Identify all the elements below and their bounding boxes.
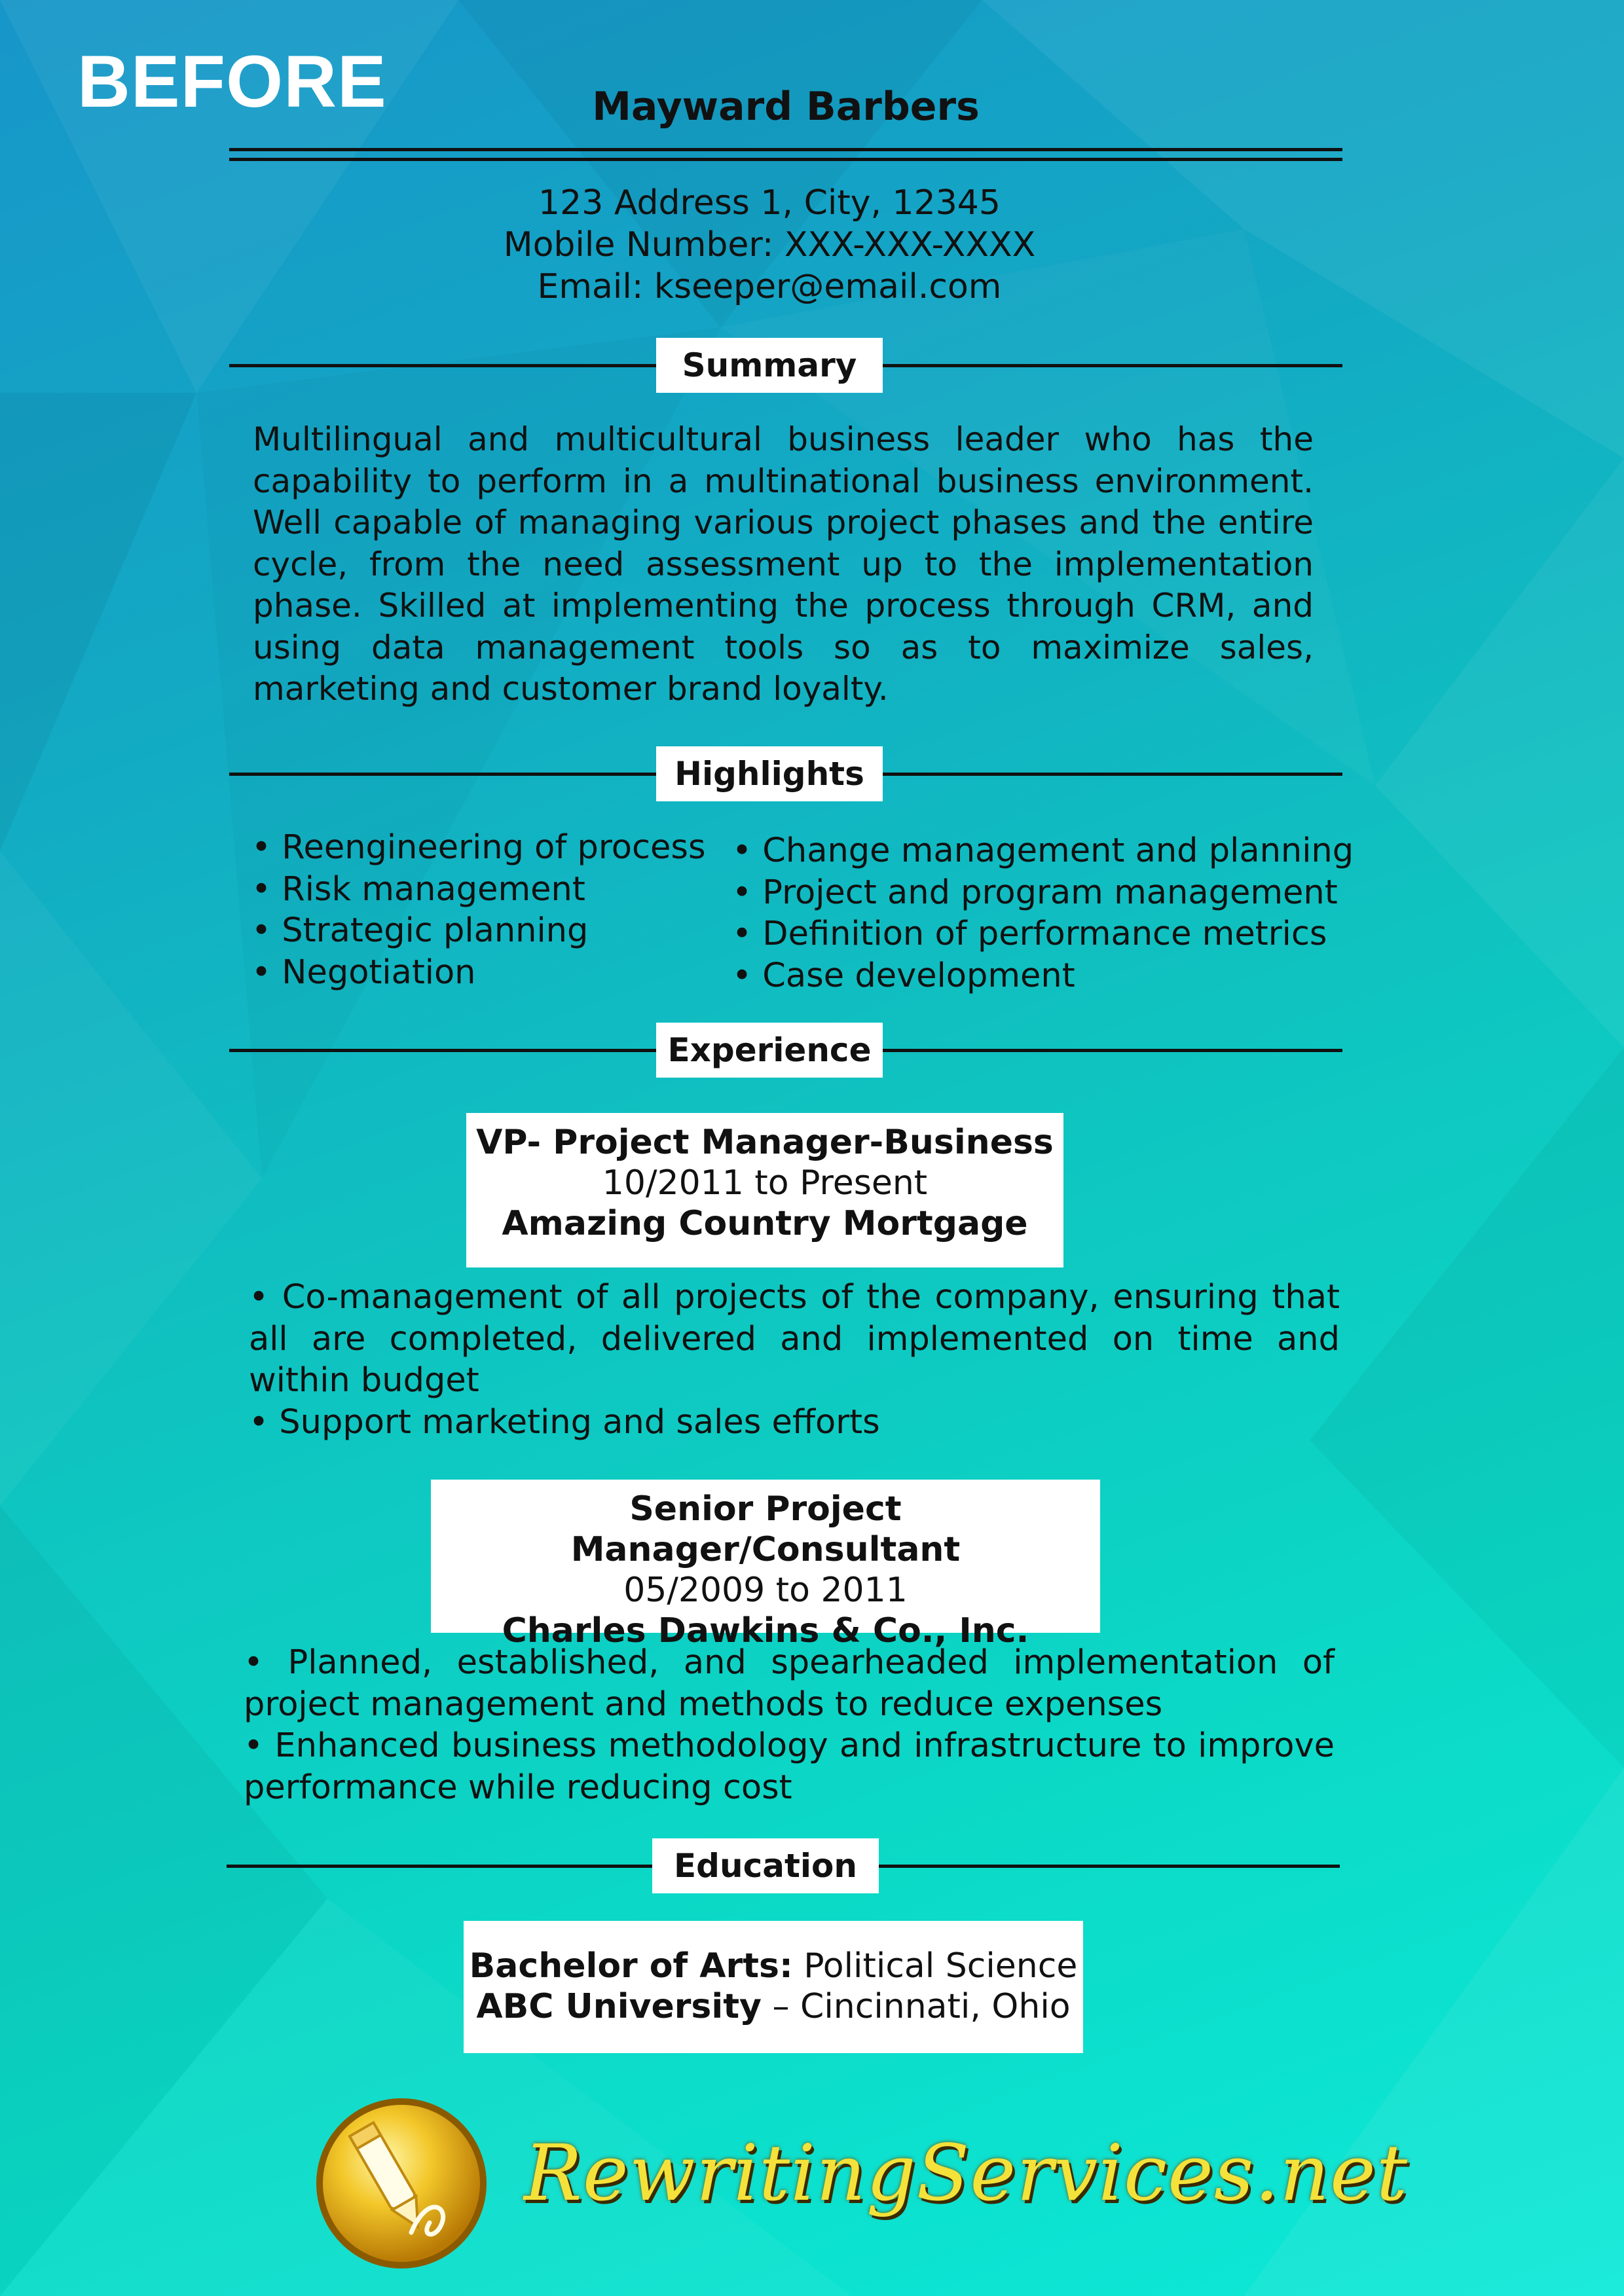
highlight-item: • Definition of performance metrics: [732, 915, 1327, 953]
job-dates: 10/2011 to Present: [602, 1163, 928, 1203]
job-bullet: • Planned, established, and spearheaded implementation of project management and methods to reduce expenses: [244, 1643, 1335, 1724]
degree-value: Political Science: [792, 1946, 1078, 1986]
school-label: ABC University: [476, 1987, 762, 2026]
education-degree: [464, 1946, 1083, 1986]
highlight-item: • Change management and planning: [732, 831, 1354, 870]
contact-address: 123 Address 1, City, 12345: [538, 183, 1001, 223]
highlights-right-list: [732, 830, 1354, 996]
job-bullet: • Support marketing and sales efforts: [249, 1402, 880, 1442]
highlight-item: • Strategic planning: [251, 911, 589, 950]
job-company: Charles Dawkins & Co., Inc.: [502, 1611, 1029, 1650]
job-header-2: [431, 1480, 1100, 1650]
job-bullet: • Co-management of all projects of the company, ensuring that all are completed, delivered and implemented on time and within budget: [249, 1278, 1340, 1400]
section-heading-education: Education: [652, 1838, 879, 1893]
logo-wordmark: RewritingServices.net: [524, 2128, 1409, 2218]
header-rule-top: [229, 148, 1342, 151]
highlight-item: • Project and program management: [732, 873, 1338, 912]
job-1-bullets: [249, 1277, 1340, 1443]
section-heading-highlights: Highlights: [656, 746, 883, 801]
header-rule-bottom: [229, 158, 1342, 161]
job-dates: 05/2009 to 2011: [623, 1571, 908, 1610]
contact-email: Email: kseeper@email.com: [537, 267, 1002, 306]
job-title: Senior Project Manager/Consultant: [570, 1489, 961, 1569]
education-school: [464, 1986, 1083, 2027]
school-value: – Cincinnati, Ohio: [761, 1987, 1071, 2026]
highlight-item: • Case development: [732, 956, 1075, 995]
section-heading-summary: Summary: [656, 338, 883, 393]
highlight-item: • Risk management: [251, 869, 585, 909]
contact-mobile: Mobile Number: XXX-XXX-XXXX: [503, 225, 1036, 264]
section-heading-experience: Experience: [656, 1023, 883, 1078]
contact-block: [0, 182, 1539, 308]
job-header-1: [466, 1113, 1063, 1267]
education-box: [464, 1921, 1083, 2053]
job-title: VP- Project Manager-Business: [476, 1123, 1054, 1162]
highlight-item: • Negotiation: [251, 953, 476, 992]
job-2-bullets: [244, 1642, 1335, 1808]
pencil-logo-icon: [313, 2095, 490, 2272]
before-banner: BEFORE: [77, 41, 387, 122]
summary-text: Multilingual and multicultural business leader who has the capability to perform in a multinational business environment. Well capable of managing various project phases and the entire cycle, from the need assessment up to the implementation phase. Skilled at implementing the process through CRM, and using data management tools so as to maximize sales, marketing and customer brand loyalty.: [253, 420, 1314, 708]
job-bullet: • Enhanced business methodology and infrastructure to improve performance while reducing cost: [244, 1726, 1335, 1807]
highlights-left-list: [251, 827, 706, 993]
job-company: Amazing Country Mortgage: [502, 1204, 1028, 1243]
candidate-name: Mayward Barbers: [592, 84, 980, 130]
degree-label: Bachelor of Arts:: [469, 1946, 793, 1986]
highlight-item: • Reengineering of process: [251, 828, 706, 867]
